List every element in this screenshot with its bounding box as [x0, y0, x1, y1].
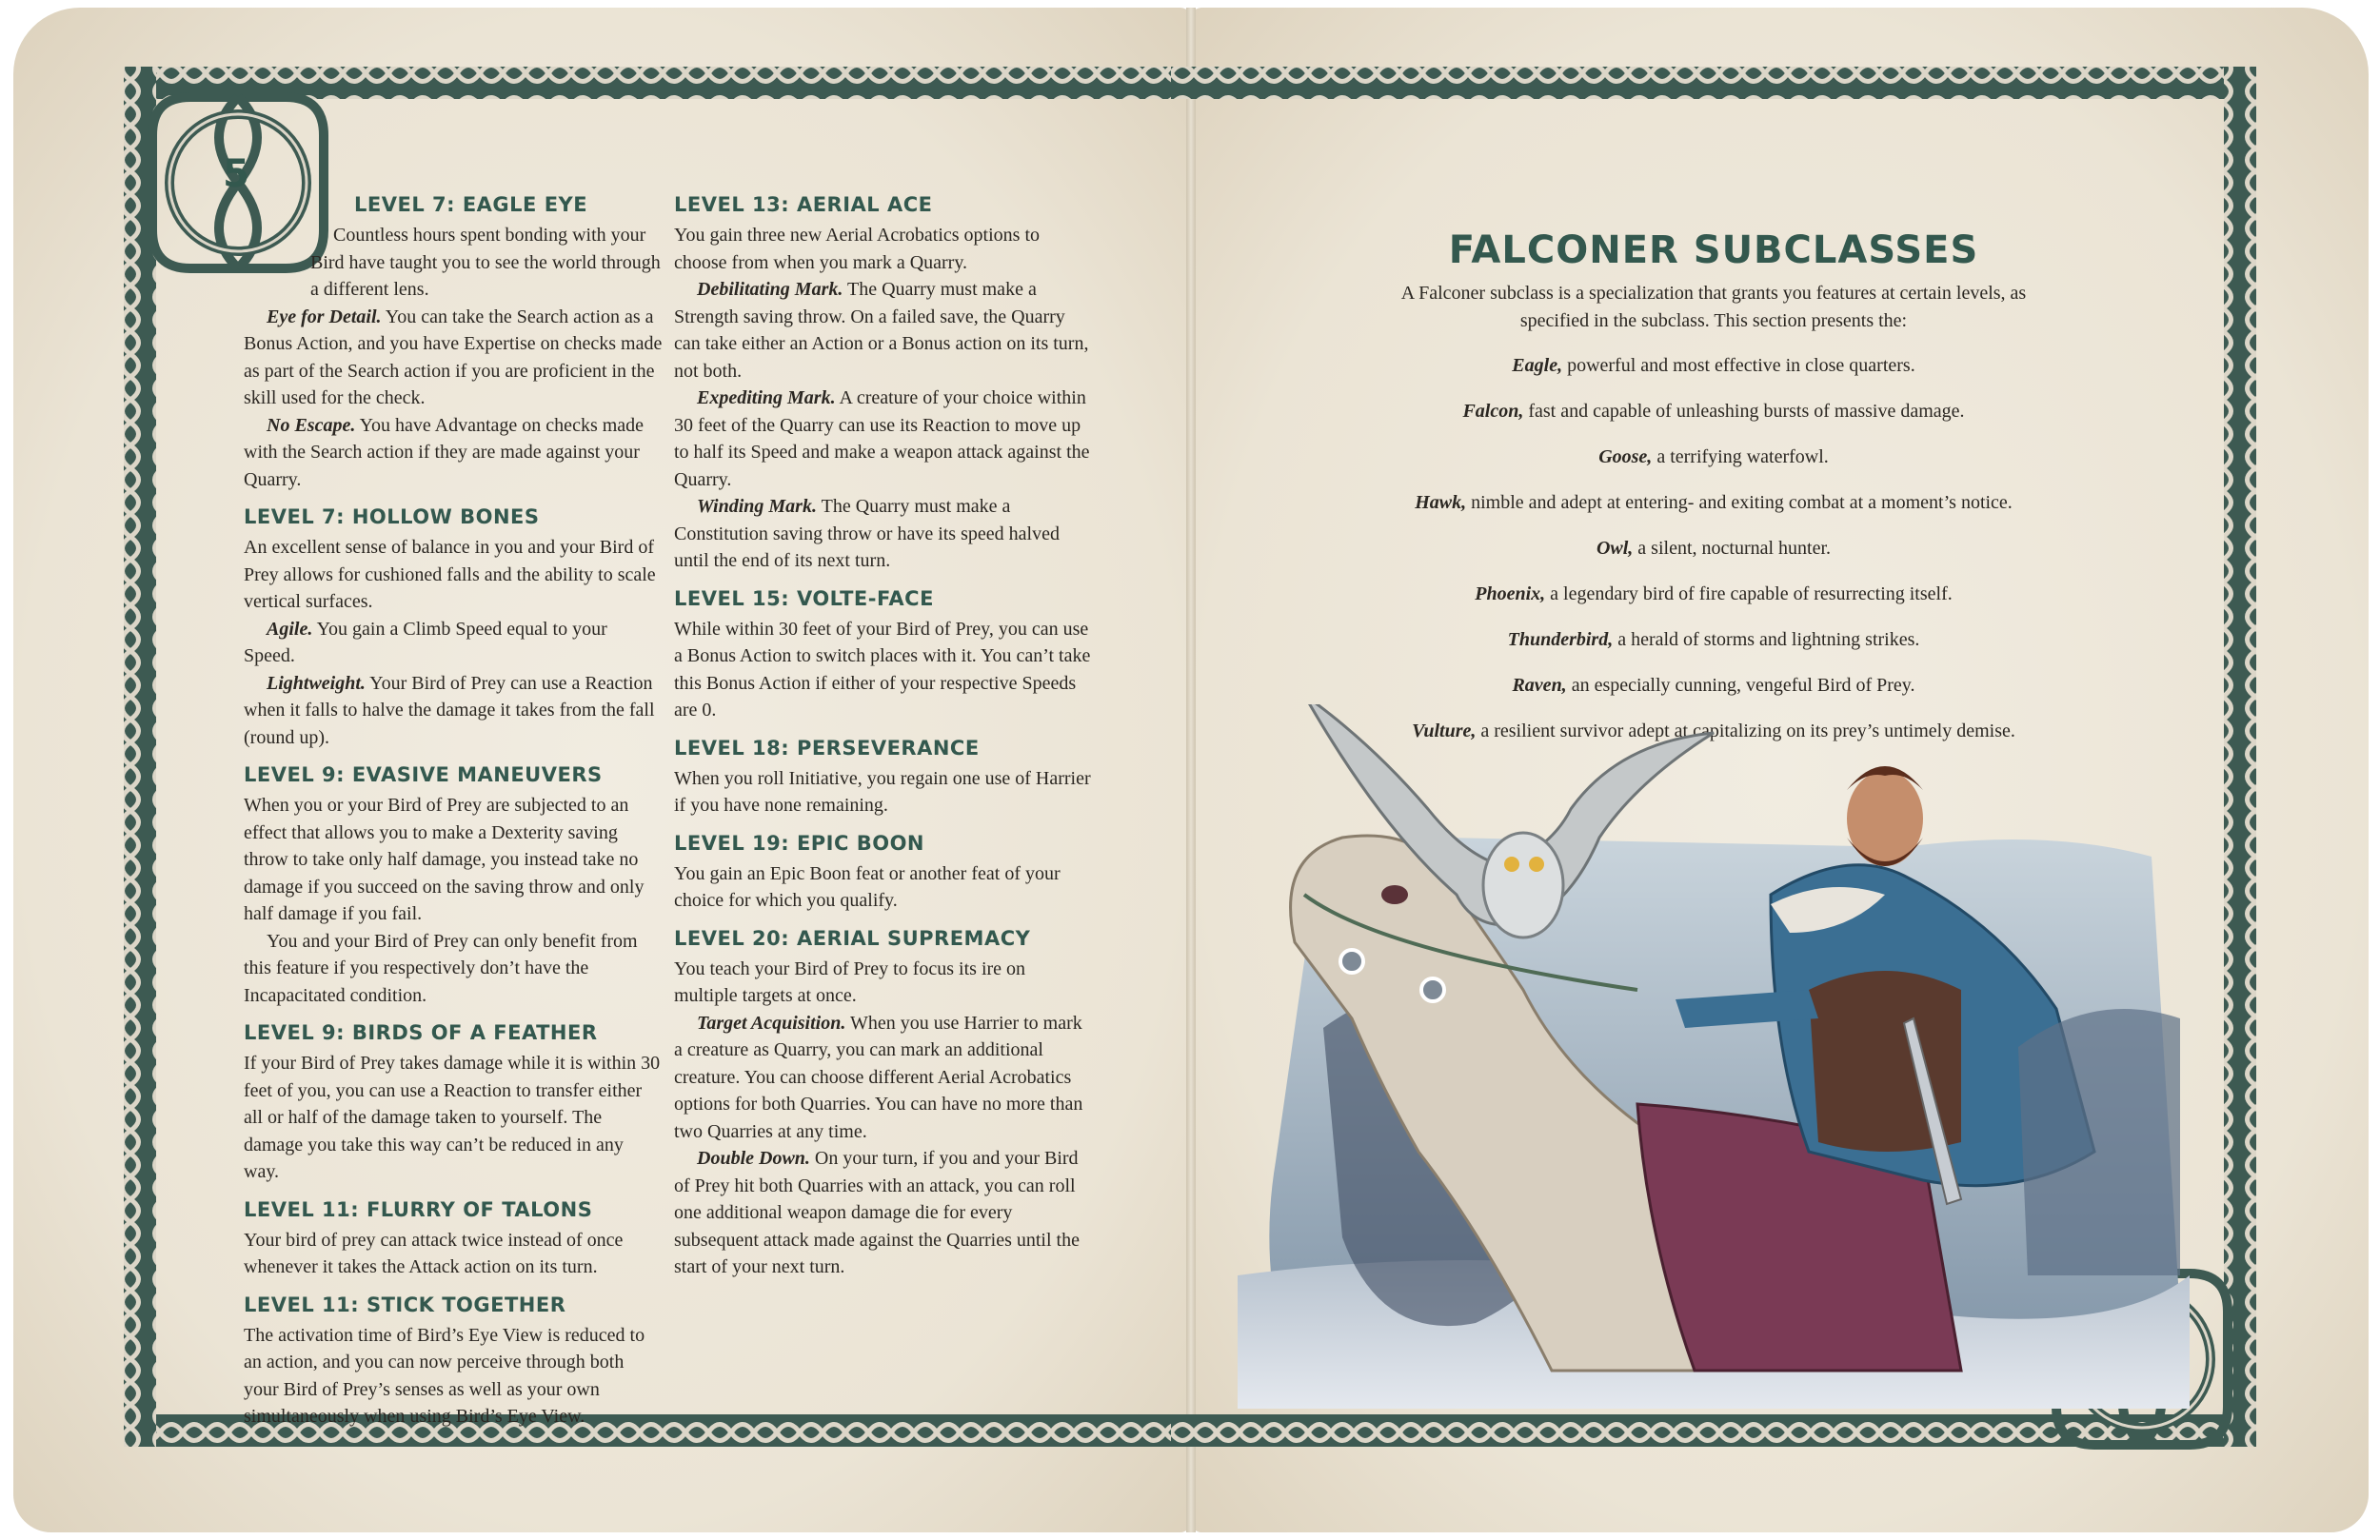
section-heading: LEVEL 15: VOLTE-FACE: [674, 586, 934, 610]
section-heading: LEVEL 7: EAGLE EYE: [354, 193, 588, 216]
left-column-2: [674, 181, 1093, 1281]
subclass-description: nimble and adept at entering- and exiting combat at a moment’s notice.: [1466, 492, 2013, 513]
subclass-item: [1352, 626, 2075, 672]
feature-paragraph: [244, 616, 663, 670]
subclass-name: Owl,: [1596, 538, 1634, 559]
body-paragraph: You gain three new Aerial Acrobatics options to choose from when you mark a Quarry.: [674, 225, 1041, 273]
feature-paragraph: [244, 304, 663, 412]
body-paragraph: When you or your Bird of Prey are subjected to an effect that allows you to make a Dexterity saving throw to take only half damage, you instead take no damage if you succeed on the saving throw and only half damage if you fail.: [244, 795, 645, 924]
feature-paragraph: [674, 493, 1093, 575]
body-paragraph: You and your Bird of Prey can only benefit from this feature if you respectively don’t have the Incapacitated condition.: [244, 930, 638, 1006]
body-paragraph: You teach your Bird of Prey to focus its ire on multiple targets at once.: [674, 958, 1026, 1006]
subclass-name: Vulture,: [1412, 721, 1477, 741]
subclass-list: [1352, 352, 2075, 763]
body-paragraph: If your Bird of Prey takes damage while it is within 30 feet of you, you can use a Reaction to transfer either all or half of the damage taken to yourself. The damage you take this way can’t be reduced in any way.: [244, 1053, 661, 1182]
left-page-number: 5: [223, 152, 249, 196]
feature-text: The Quarry must make a Constitution saving throw or have its speed halved until the end of its next turn.: [674, 496, 1060, 571]
body-paragraph: Your bird of prey can attack twice instead of once whenever it takes the Attack action on its turn.: [244, 1229, 624, 1277]
subclass-description: fast and capable of unleashing bursts of massive damage.: [1523, 401, 1965, 422]
subclass-description: an especially cunning, vengeful Bird of Prey.: [1566, 675, 1915, 696]
subclass-name: Phoenix,: [1475, 583, 1546, 604]
feature-name: Lightweight.: [267, 672, 366, 694]
feature-text: On your turn, if you and your Bird of Prey hit both Quarries with an attack, you can roll one additional weapon damage die for every subsequent attack made against the Quarries until the start of your next turn.: [674, 1148, 1080, 1277]
feature-paragraph: [244, 412, 663, 494]
subclass-description: powerful and most effective in close quarters.: [1562, 355, 1915, 376]
subclass-description: a silent, nocturnal hunter.: [1633, 538, 1832, 559]
feature-paragraph: [674, 385, 1093, 493]
page-title: FALCONER SUBCLASSES: [1448, 228, 1979, 272]
body-paragraph: When you roll Initiative, you regain one use of Harrier if you have none remaining.: [674, 767, 1091, 816]
subclass-item: [1352, 398, 2075, 444]
subclass-name: Raven,: [1512, 675, 1567, 696]
subclass-item: [1352, 352, 2075, 398]
feature-paragraph: [674, 276, 1093, 385]
section-heading: LEVEL 9: EVASIVE MANEUVERS: [244, 763, 603, 786]
subclass-item: [1352, 581, 2075, 626]
subclass-description: a terrifying waterfowl.: [1652, 446, 1829, 467]
subclass-intro: A Falconer subclass is a specialization that grants you features at certain levels, as specified in the subclass. This section presents the:: [1400, 283, 2027, 331]
subclass-name: Hawk,: [1415, 492, 1467, 513]
feature-text: You gain a Climb Speed equal to your Speed.: [244, 618, 607, 666]
section-heading: LEVEL 18: PERSEVERANCE: [674, 736, 980, 760]
subclass-name: Goose,: [1598, 446, 1653, 467]
section-heading: LEVEL 13: AERIAL ACE: [674, 193, 933, 216]
section-heading: LEVEL 7: HOLLOW BONES: [244, 505, 540, 528]
feature-paragraph: [244, 670, 663, 752]
feature-name: Agile.: [267, 618, 313, 640]
feature-name: No Escape.: [267, 414, 356, 436]
feature-name: Expediting Mark.: [697, 387, 836, 408]
feature-text: A creature of your choice within 30 feet of the Quarry can use its Reaction to move up to half its Speed and make a weapon attack against the Quarry.: [674, 387, 1090, 490]
body-paragraph: While within 30 feet of your Bird of Prey, you can use a Bonus Action to switch places with it. You can’t take this Bonus Action if either of your respective Speeds are 0.: [674, 618, 1091, 721]
feature-text: The Quarry must make a Strength saving throw. On a failed save, the Quarry can take either an Action or a Bonus action on its turn, not both.: [674, 279, 1089, 382]
feature-name: Winding Mark.: [697, 496, 817, 517]
subclass-name: Thunderbird,: [1507, 629, 1614, 650]
subclass-item: [1352, 444, 2075, 489]
subclass-item: [1352, 535, 2075, 581]
section-heading: LEVEL 20: AERIAL SUPREMACY: [674, 926, 1031, 950]
left-column-1: [244, 181, 663, 1431]
feature-paragraph: [674, 1145, 1093, 1281]
body-paragraph: You gain an Epic Boon feat or another feat of your choice for which you qualify.: [674, 862, 1061, 911]
subclass-description: a resilient survivor adept at capitalizing on its prey’s untimely demise.: [1476, 721, 2015, 741]
falconer-illustration: [1238, 704, 2190, 1409]
body-paragraph: An excellent sense of balance in you and your Bird of Prey allows for cushioned falls and the ability to scale vertical surfaces.: [244, 537, 656, 612]
subclass-description: a legendary bird of fire capable of resurrecting itself.: [1545, 583, 1953, 604]
feature-name: Target Acquisition.: [697, 1012, 846, 1034]
section-heading: LEVEL 9: BIRDS OF A FEATHER: [244, 1021, 598, 1044]
section-heading: LEVEL 19: EPIC BOON: [674, 831, 925, 855]
feature-text: When you use Harrier to mark a creature as Quarry, you can mark an additional creature. You can choose different Aerial Acrobatics options for both Quarries. You can have no more than two Quarries at any time.: [674, 1012, 1083, 1142]
subclass-item: [1352, 489, 2075, 535]
feature-paragraph: [674, 1010, 1093, 1146]
body-paragraph: The activation time of Bird’s Eye View is reduced to an action, and you can now perceive through both your Bird of Prey’s senses as well as your own simultaneously when using Bird’s Eye View.: [244, 1324, 645, 1427]
section-heading: LEVEL 11: STICK TOGETHER: [244, 1293, 566, 1316]
feature-name: Eye for Detail.: [267, 306, 382, 327]
feature-text: You have Advantage on checks made with the Search action if they are made against your Quarry.: [244, 414, 645, 490]
subclass-name: Eagle,: [1512, 355, 1563, 376]
feature-text: Your Bird of Prey can use a Reaction when it falls to halve the damage it takes from the fall (round up).: [244, 672, 655, 748]
section-heading: LEVEL 11: FLURRY OF TALONS: [244, 1197, 593, 1221]
subclass-name: Falcon,: [1462, 401, 1524, 422]
body-paragraph: Countless hours spent bonding with your Bird have taught you to see the world through a different lens.: [310, 225, 661, 300]
feature-text: You can take the Search action as a Bonus Action, and you have Expertise on checks made as part of the Search action if you are proficient in the skill used for the check.: [244, 306, 663, 408]
feature-name: Double Down.: [697, 1148, 810, 1169]
subclass-description: a herald of storms and lightning strikes.: [1613, 629, 1920, 650]
feature-name: Debilitating Mark.: [697, 279, 843, 300]
